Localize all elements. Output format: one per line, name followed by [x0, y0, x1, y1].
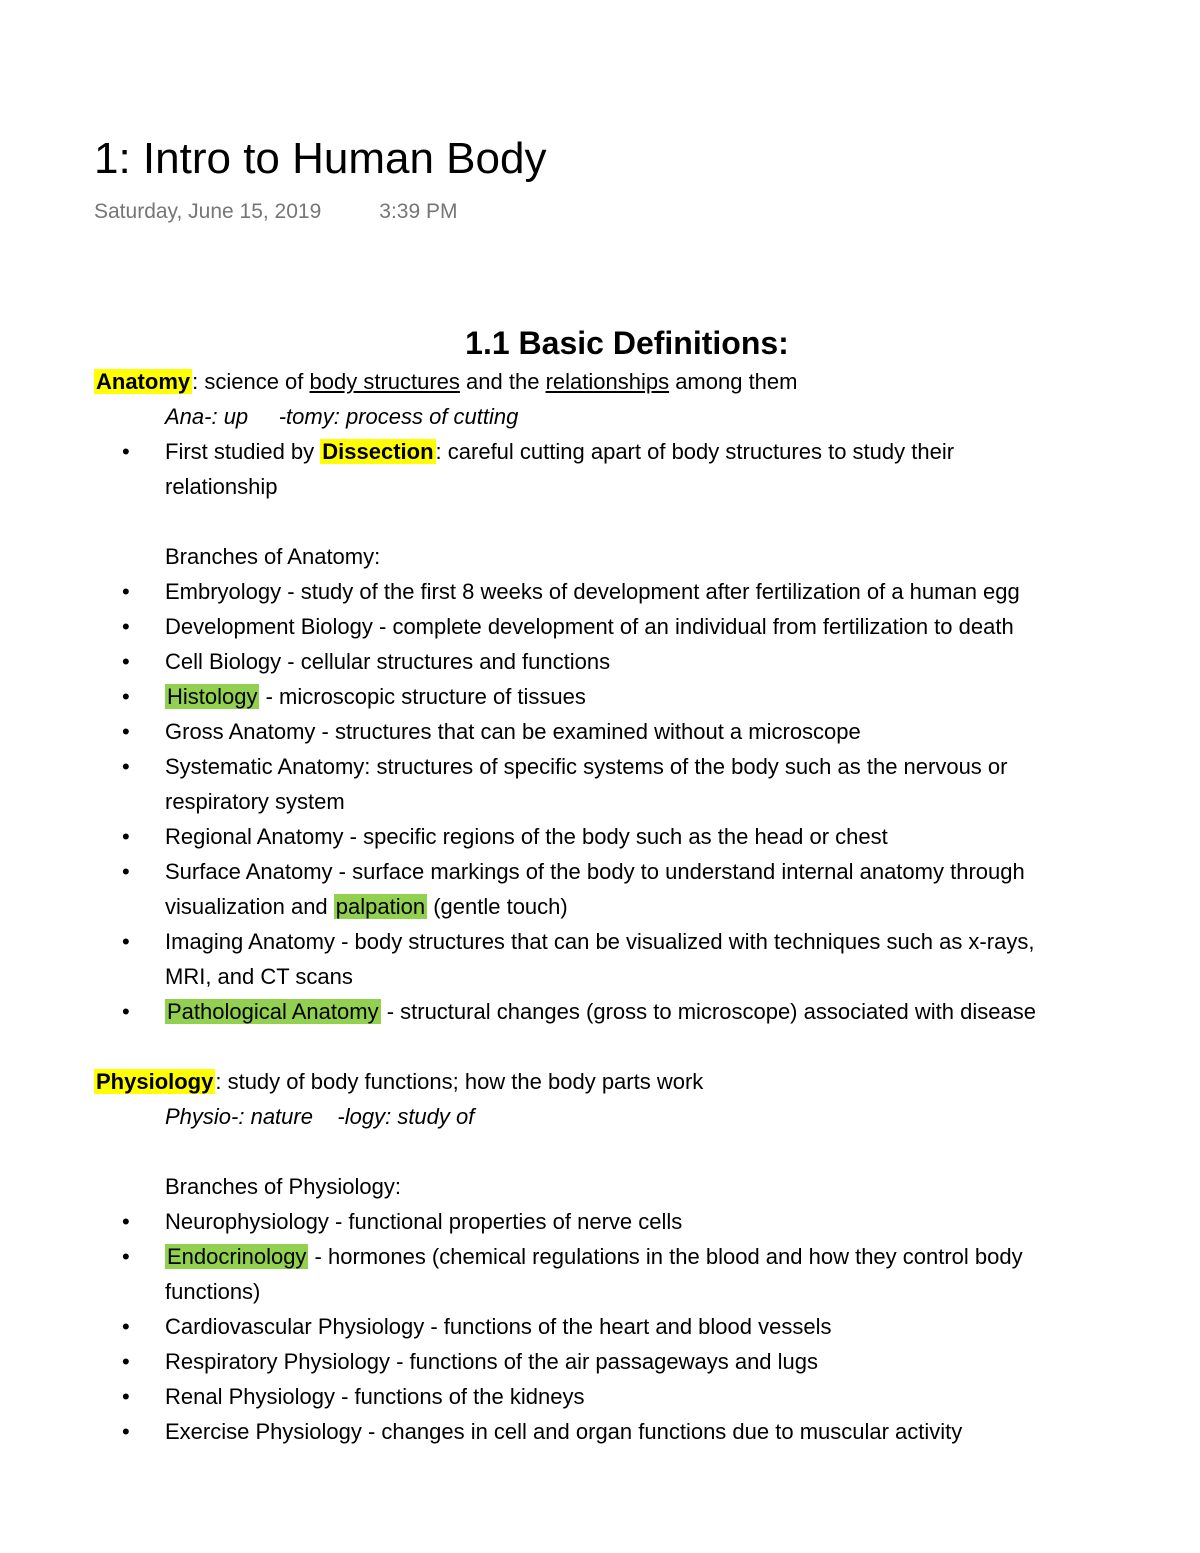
list-item — [94, 609, 1200, 644]
list-item-text: - structural changes (gross to microscope) associated with disease — [380, 999, 1036, 1024]
anatomy-term: Anatomy — [96, 369, 191, 394]
dissection-cont: relationship — [165, 474, 278, 499]
anatomy-def-part: : science of — [192, 369, 310, 394]
dissection-term: Dissection — [322, 439, 434, 464]
list-item-text: Development Biology - complete development of an individual from fertilization to death — [165, 614, 1014, 639]
list-item — [94, 434, 1200, 504]
list-item-continuation: MRI, and CT scans — [165, 964, 353, 989]
anatomy-def-part: and the — [459, 369, 546, 394]
list-item-continuation: visualization and — [165, 894, 334, 919]
anatomy-underlined-2: relationships — [545, 369, 670, 394]
list-item-text: Exercise Physiology - changes in cell and organ functions due to muscular activity — [165, 1419, 963, 1444]
list-item — [94, 1239, 1200, 1309]
dissection-post: : careful cutting apart of body structures to study their — [435, 439, 955, 464]
list-item — [94, 819, 1200, 854]
list-item — [94, 1309, 1200, 1344]
list-item — [94, 1204, 1200, 1239]
physiology-term: Physiology — [96, 1069, 214, 1094]
list-item-text: Imaging Anatomy - body structures that can be visualized with techniques such as x-rays, — [165, 929, 1035, 954]
list-item — [94, 574, 1200, 609]
list-item-text: Surface Anatomy - surface markings of the body to understand internal anatomy through — [165, 859, 1025, 884]
list-item-continuation: respiratory system — [165, 789, 345, 814]
page-meta — [94, 200, 458, 224]
list-item-text: Renal Physiology - functions of the kidneys — [165, 1384, 585, 1409]
highlighted-term: Endocrinology — [167, 1244, 307, 1269]
physiology-etymology: Physio-: nature -logy: study of — [165, 1104, 475, 1129]
anatomy-def-part: among them — [669, 369, 798, 394]
anatomy-branches-label: Branches of Anatomy: — [165, 544, 381, 569]
page-date: Saturday, June 15, 2019 — [94, 200, 322, 223]
list-item-text: - microscopic structure of tissues — [259, 684, 586, 709]
list-item — [94, 1344, 1200, 1379]
list-item — [94, 1414, 1200, 1449]
anatomy-underlined-1: body structures — [309, 369, 460, 394]
page-title: 1: Intro to Human Body — [94, 134, 547, 183]
physiology-definition — [94, 1064, 1200, 1099]
dissection-list — [94, 434, 1200, 504]
list-item — [94, 1379, 1200, 1414]
note-body — [94, 322, 1200, 1553]
list-item — [94, 749, 1200, 819]
list-item-text: - hormones (chemical regulations in the blood and how they control body — [308, 1244, 1023, 1269]
list-item-text: Embryology - study of the first 8 weeks of development after fertilization of a human egg — [165, 579, 1020, 604]
page-time: 3:39 PM — [379, 200, 458, 223]
section-heading: 1.1 Basic Definitions: — [465, 325, 789, 361]
anatomy-etymology: Ana-: up -tomy: process of cutting — [165, 404, 519, 429]
list-item — [94, 994, 1200, 1029]
physiology-def: : study of body functions; how the body parts work — [215, 1069, 704, 1094]
list-item — [94, 679, 1200, 714]
dissection-pre: First studied by — [165, 439, 321, 464]
list-item-continuation: (gentle touch) — [427, 894, 568, 919]
list-item-text: Respiratory Physiology - functions of the air passageways and lugs — [165, 1349, 819, 1374]
list-item-text: Gross Anatomy - structures that can be examined without a microscope — [165, 719, 861, 744]
list-item-continuation: functions) — [165, 1279, 261, 1304]
list-item — [94, 644, 1200, 679]
highlighted-term: palpation — [335, 894, 426, 919]
list-item-text: Cardiovascular Physiology - functions of the heart and blood vessels — [165, 1314, 832, 1339]
physiology-branches-list — [94, 1204, 1200, 1449]
physiology-branches-label: Branches of Physiology: — [165, 1174, 402, 1199]
anatomy-branches-list — [94, 574, 1200, 1029]
list-item-text: Regional Anatomy - specific regions of the body such as the head or chest — [165, 824, 888, 849]
list-item-text: Systematic Anatomy: structures of specific systems of the body such as the nervous or — [165, 754, 1008, 779]
highlighted-term: Histology — [167, 684, 258, 709]
list-item — [94, 854, 1200, 924]
list-item — [94, 714, 1200, 749]
list-item-text: Neurophysiology - functional properties of nerve cells — [165, 1209, 683, 1234]
highlighted-term: Pathological Anatomy — [167, 999, 379, 1024]
list-item — [94, 924, 1200, 994]
anatomy-definition — [94, 364, 1200, 399]
list-item-text: Cell Biology - cellular structures and functions — [165, 649, 611, 674]
